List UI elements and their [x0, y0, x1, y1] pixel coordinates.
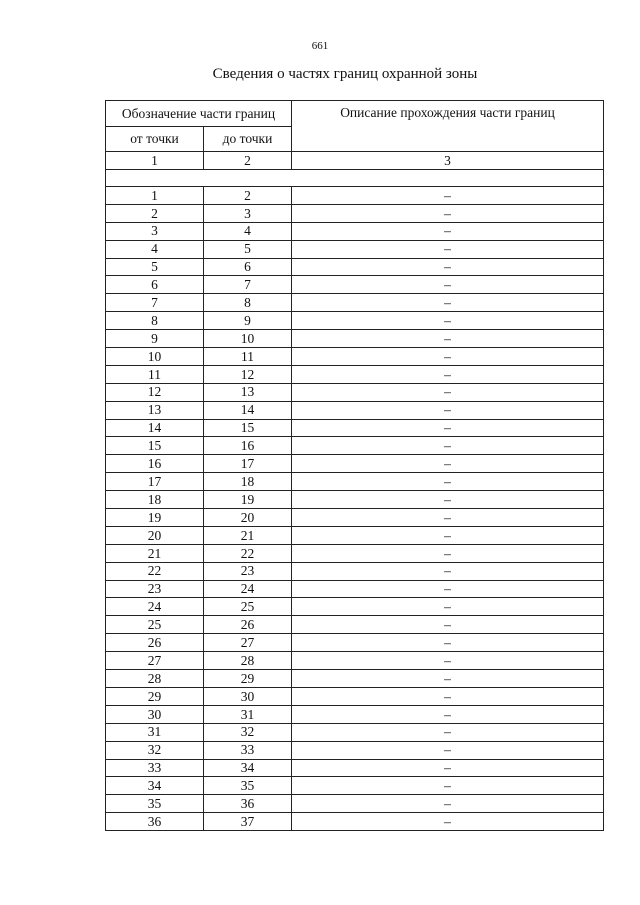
from-point-cell: 31	[106, 723, 204, 741]
header-to-point: до точки	[204, 127, 292, 152]
description-cell: –	[292, 687, 604, 705]
from-point-cell: 30	[106, 705, 204, 723]
from-point-cell: 18	[106, 491, 204, 509]
from-point-cell: 19	[106, 509, 204, 527]
from-point-cell: 24	[106, 598, 204, 616]
table-row	[106, 562, 604, 580]
to-point-cell: 25	[204, 598, 292, 616]
to-point-cell: 23	[204, 562, 292, 580]
boundary-parts-table	[105, 100, 604, 831]
table-row	[106, 365, 604, 383]
from-point-cell: 21	[106, 544, 204, 562]
from-point-cell: 10	[106, 348, 204, 366]
from-point-cell: 14	[106, 419, 204, 437]
description-cell: –	[292, 258, 604, 276]
to-point-cell: 3	[204, 204, 292, 222]
from-point-cell: 8	[106, 312, 204, 330]
column-number-2: 2	[204, 152, 292, 170]
description-cell: –	[292, 544, 604, 562]
from-point-cell: 27	[106, 652, 204, 670]
from-point-cell: 23	[106, 580, 204, 598]
table-row	[106, 544, 604, 562]
to-point-cell: 5	[204, 240, 292, 258]
description-cell: –	[292, 616, 604, 634]
to-point-cell: 8	[204, 294, 292, 312]
table-row	[106, 222, 604, 240]
table-row	[106, 294, 604, 312]
column-number-1: 1	[106, 152, 204, 170]
from-point-cell: 6	[106, 276, 204, 294]
description-cell: –	[292, 294, 604, 312]
table-row	[106, 258, 604, 276]
from-point-cell: 2	[106, 204, 204, 222]
table-row	[106, 687, 604, 705]
from-point-cell: 29	[106, 687, 204, 705]
description-cell: –	[292, 759, 604, 777]
table-row	[106, 348, 604, 366]
from-point-cell: 32	[106, 741, 204, 759]
to-point-cell: 12	[204, 365, 292, 383]
description-cell: –	[292, 652, 604, 670]
from-point-cell: 3	[106, 222, 204, 240]
to-point-cell: 35	[204, 777, 292, 795]
to-point-cell: 37	[204, 813, 292, 831]
description-cell: –	[292, 240, 604, 258]
to-point-cell: 14	[204, 401, 292, 419]
to-point-cell: 32	[204, 723, 292, 741]
table-row	[106, 419, 604, 437]
table-row	[106, 383, 604, 401]
table-row	[106, 795, 604, 813]
table-row	[106, 401, 604, 419]
description-cell: –	[292, 580, 604, 598]
table-row	[106, 491, 604, 509]
to-point-cell: 10	[204, 330, 292, 348]
to-point-cell: 15	[204, 419, 292, 437]
table-row	[106, 437, 604, 455]
description-cell: –	[292, 777, 604, 795]
to-point-cell: 21	[204, 526, 292, 544]
column-number-3: 3	[292, 152, 604, 170]
table-row	[106, 705, 604, 723]
to-point-cell: 16	[204, 437, 292, 455]
to-point-cell: 27	[204, 634, 292, 652]
document-title: Сведения о частях границ охранной зоны	[212, 66, 478, 82]
description-cell: –	[292, 509, 604, 527]
table-row	[106, 509, 604, 527]
table-row	[106, 312, 604, 330]
from-point-cell: 20	[106, 526, 204, 544]
header-row-column-numbers	[106, 152, 604, 170]
description-cell: –	[292, 204, 604, 222]
table-body	[106, 187, 604, 831]
description-cell: –	[292, 473, 604, 491]
description-cell: –	[292, 705, 604, 723]
table-row	[106, 276, 604, 294]
to-point-cell: 13	[204, 383, 292, 401]
from-point-cell: 25	[106, 616, 204, 634]
from-point-cell: 26	[106, 634, 204, 652]
table-row	[106, 204, 604, 222]
description-cell: –	[292, 187, 604, 205]
description-cell: –	[292, 330, 604, 348]
description-cell: –	[292, 562, 604, 580]
description-cell: –	[292, 401, 604, 419]
empty-spacer-row	[106, 170, 604, 187]
to-point-cell: 9	[204, 312, 292, 330]
table-row	[106, 741, 604, 759]
from-point-cell: 34	[106, 777, 204, 795]
to-point-cell: 20	[204, 509, 292, 527]
table-row	[106, 616, 604, 634]
to-point-cell: 36	[204, 795, 292, 813]
from-point-cell: 28	[106, 670, 204, 688]
table-row	[106, 473, 604, 491]
from-point-cell: 7	[106, 294, 204, 312]
header-boundary-part-designation: Обозначение части границ	[106, 101, 292, 127]
to-point-cell: 7	[204, 276, 292, 294]
header-row-group	[106, 101, 604, 127]
description-cell: –	[292, 419, 604, 437]
description-cell: –	[292, 455, 604, 473]
table-row	[106, 240, 604, 258]
to-point-cell: 30	[204, 687, 292, 705]
from-point-cell: 16	[106, 455, 204, 473]
description-cell: –	[292, 813, 604, 831]
to-point-cell: 31	[204, 705, 292, 723]
from-point-cell: 9	[106, 330, 204, 348]
to-point-cell: 4	[204, 222, 292, 240]
description-cell: –	[292, 670, 604, 688]
table-row	[106, 580, 604, 598]
table-row	[106, 670, 604, 688]
description-cell: –	[292, 795, 604, 813]
from-point-cell: 35	[106, 795, 204, 813]
header-from-point: от точки	[106, 127, 204, 152]
table-row	[106, 455, 604, 473]
from-point-cell: 13	[106, 401, 204, 419]
table-row	[106, 759, 604, 777]
empty-spacer-cell	[106, 170, 604, 187]
to-point-cell: 26	[204, 616, 292, 634]
to-point-cell: 22	[204, 544, 292, 562]
to-point-cell: 11	[204, 348, 292, 366]
table-header	[106, 101, 604, 187]
description-cell: –	[292, 741, 604, 759]
to-point-cell: 18	[204, 473, 292, 491]
to-point-cell: 33	[204, 741, 292, 759]
table-row	[106, 634, 604, 652]
table-row	[106, 652, 604, 670]
table-row	[106, 777, 604, 795]
table-row	[106, 598, 604, 616]
table-row	[106, 330, 604, 348]
description-cell: –	[292, 365, 604, 383]
from-point-cell: 17	[106, 473, 204, 491]
boundary-parts-table-container	[105, 100, 603, 831]
description-cell: –	[292, 526, 604, 544]
from-point-cell: 5	[106, 258, 204, 276]
table-row	[106, 813, 604, 831]
to-point-cell: 17	[204, 455, 292, 473]
to-point-cell: 6	[204, 258, 292, 276]
from-point-cell: 36	[106, 813, 204, 831]
description-cell: –	[292, 348, 604, 366]
to-point-cell: 34	[204, 759, 292, 777]
description-cell: –	[292, 437, 604, 455]
description-cell: –	[292, 222, 604, 240]
description-cell: –	[292, 312, 604, 330]
page-number: 661	[311, 40, 329, 52]
from-point-cell: 4	[106, 240, 204, 258]
to-point-cell: 2	[204, 187, 292, 205]
from-point-cell: 15	[106, 437, 204, 455]
table-row	[106, 187, 604, 205]
table-row	[106, 723, 604, 741]
table-row	[106, 526, 604, 544]
description-cell: –	[292, 598, 604, 616]
description-cell: –	[292, 491, 604, 509]
to-point-cell: 19	[204, 491, 292, 509]
description-cell: –	[292, 634, 604, 652]
description-cell: –	[292, 383, 604, 401]
to-point-cell: 29	[204, 670, 292, 688]
from-point-cell: 22	[106, 562, 204, 580]
from-point-cell: 1	[106, 187, 204, 205]
from-point-cell: 33	[106, 759, 204, 777]
header-description: Описание прохождения части границ	[292, 101, 604, 152]
description-cell: –	[292, 723, 604, 741]
from-point-cell: 11	[106, 365, 204, 383]
to-point-cell: 28	[204, 652, 292, 670]
from-point-cell: 12	[106, 383, 204, 401]
to-point-cell: 24	[204, 580, 292, 598]
description-cell: –	[292, 276, 604, 294]
